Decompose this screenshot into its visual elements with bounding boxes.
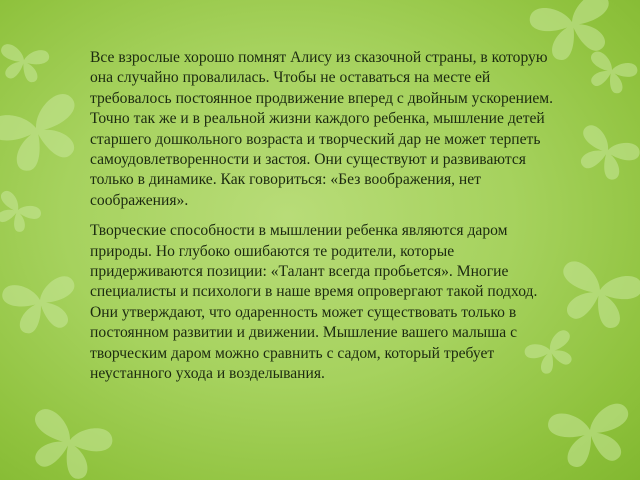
butterfly-icon [546, 402, 636, 471]
butterfly-icon [20, 406, 115, 480]
text-content [90, 48, 560, 395]
butterfly-icon [570, 123, 640, 187]
paragraph-1: Все взрослые хорошо помнят Алису из сказочной страны, в которую она случайно провалилась. Чтобы не оставаться на месте ей требовалось постоянное продвижение вперед с двойным ускорением. Точно так же и в реальной жизни каждого ребенка, мышление детей старшего дошкольного возраста и творческий дар не может терпеть самоудовлетворенности и застоя. Они существуют и развиваются только в динамике. Как говориться: «Без воображения, нет соображения». [90, 49, 554, 209]
butterfly-icon [0, 91, 91, 179]
butterfly-icon [0, 189, 43, 238]
butterfly-icon [0, 43, 50, 84]
butterfly-icon [1, 275, 82, 337]
butterfly-icon [582, 50, 639, 98]
paragraph-2: Творческие способности в мышлении ребенка являются даром природы. Но глубоко ошибаются те родители, которые придерживаются позиции: «Талант всегда пробьется». Многие специалисты и психологи в наше время опровергают такой подход. Они утверждают, что одаренность может существовать только в постоянном развитии и движении. Мышление вашего малыша с творческим даром можно сравнить с садом, который требует неустанного ухода и возделывания. [90, 222, 538, 383]
butterfly-icon [552, 259, 640, 334]
